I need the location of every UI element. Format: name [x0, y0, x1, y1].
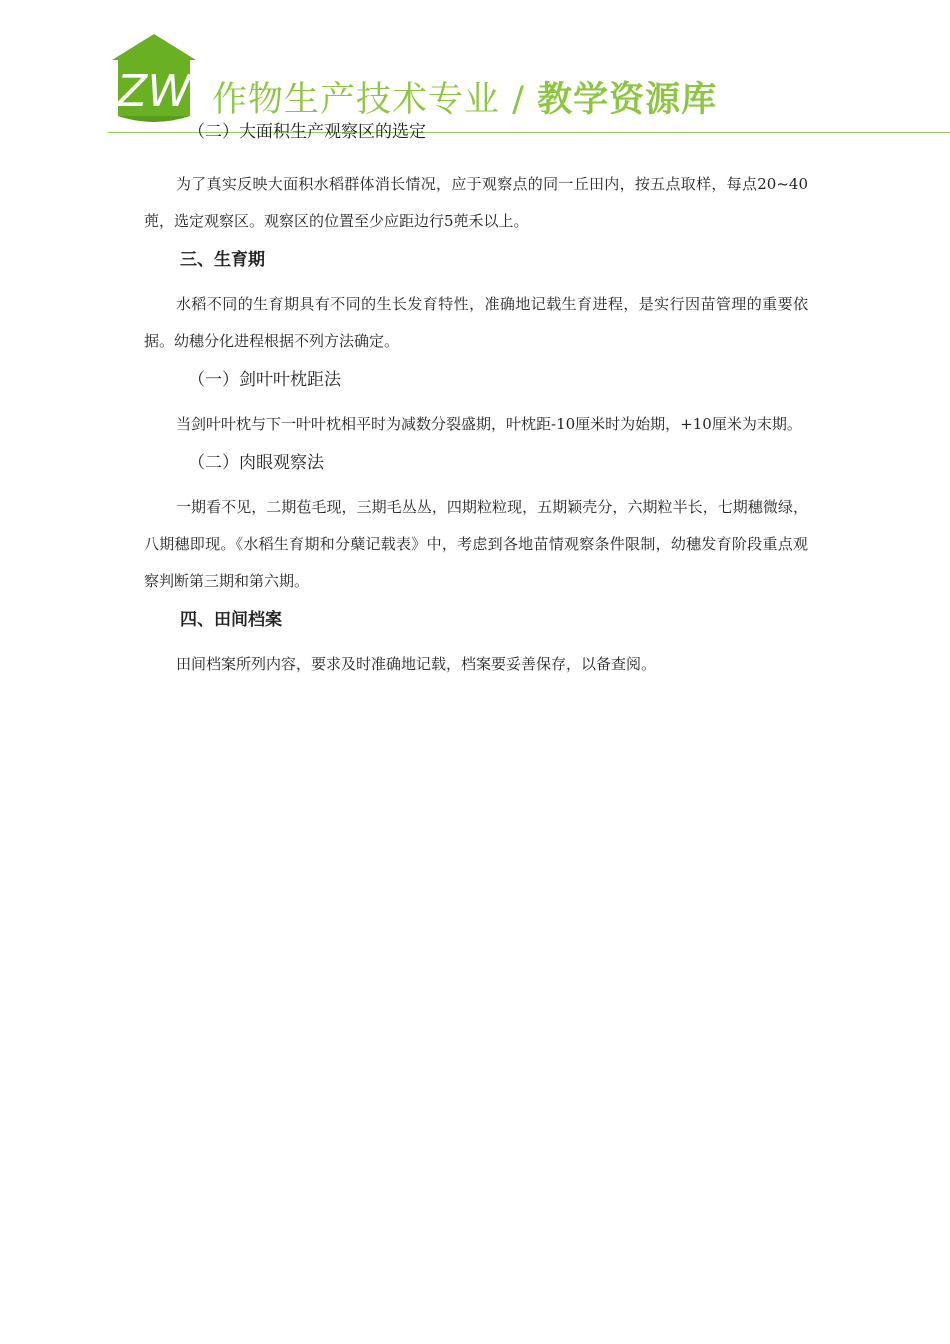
paragraph-observation-area: 为了真实反映大面积水稻群体消长情况，应于观察点的同一丘田内，按五点取样，每点20~40蔸，选定观察区。观察区的位置至少应距边行5蔸禾以上。 — [144, 175, 808, 230]
header-title-separator: / — [512, 80, 525, 120]
paragraph-growth-period: 水稻不同的生育期具有不同的生长发育特性，准确地记载生育进程，是实行因苗管理的重要依据。幼穗分化进程根据不列方法确定。 — [144, 295, 808, 350]
subheading-observation-area: （二）大面积生产观察区的选定 — [188, 122, 426, 142]
header-title-major: 作物生产技术专业 — [212, 80, 501, 120]
zw-logo — [108, 32, 200, 122]
svg-text:ZW: ZW — [117, 66, 191, 117]
header-title — [212, 72, 717, 122]
paragraph-visual-method: 一期看不见，二期苞毛现，三期毛丛丛，四期粒粒现，五期颖壳分，六期粒半长，七期穗微绿，八期穗即现。《水稻生育期和分蘖记载表》中，考虑到各地苗情观察条件限制，幼穗发育阶段重点观察判断第三期和第六期。 — [144, 498, 808, 590]
subheading-leaf-pillow-method: （一）剑叶叶枕距法 — [188, 370, 341, 390]
heading-growth-period: 三、生育期 — [180, 250, 265, 270]
heading-field-archive: 四、田间档案 — [180, 610, 282, 630]
paragraph-field-archive: 田间档案所列内容，要求及时准确地记载，档案要妥善保存，以备查阅。 — [176, 655, 657, 673]
header-title-library: 教学资源库 — [537, 80, 718, 120]
subheading-visual-method: （二）肉眼观察法 — [188, 453, 324, 473]
document-body — [144, 118, 808, 683]
paragraph-leaf-pillow-method: 当剑叶叶枕与下一叶叶枕相平时为减数分裂盛期，叶枕距-10厘米时为始期，+10厘米为末期。 — [176, 415, 802, 433]
